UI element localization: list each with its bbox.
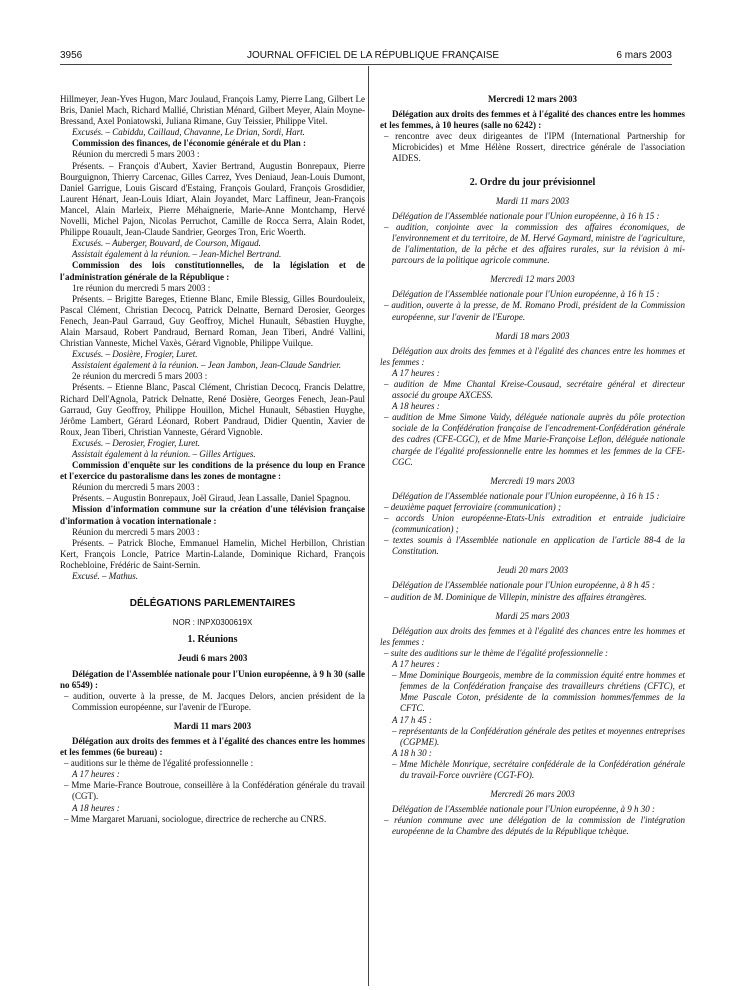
time-label: A 18 heures : bbox=[72, 802, 120, 813]
date-heading: Mardi 11 mars 2003 bbox=[173, 720, 252, 731]
agenda-item: – auditions sur le thème de l'égalité professionnelle : bbox=[64, 758, 254, 769]
meeting-line: Réunion du mercredi 5 mars 2003 : bbox=[72, 482, 200, 493]
page-number: 3956 bbox=[60, 50, 83, 61]
time-label: A 17 heures : bbox=[392, 367, 440, 378]
assistaient: Assistaient également à la réunion. – Jean Jambon, Jean-Claude Sandrier. bbox=[72, 360, 341, 371]
commission-heading: Commission des lois constitutionnelles, de la législation et de l'administration générale de la République : bbox=[60, 260, 365, 282]
delegation-line: Délégation de l'Assemblée nationale pour l'Union européenne, à 16 h 15 : bbox=[392, 490, 660, 501]
date-heading: Mercredi 26 mars 2003 bbox=[490, 789, 575, 800]
delegation-line: Délégation de l'Assemblée nationale pour l'Union européenne, à 8 h 45 : bbox=[392, 580, 655, 591]
header-rule bbox=[60, 64, 672, 65]
agenda-item: – deuxième paquet ferroviaire (communication) ; bbox=[384, 501, 562, 512]
presents: Présents. – Etienne Blanc, Pascal Clément, Christian Decocq, Francis Delattre, Richard Dell'Agnola, Patrick Delnatte, René Dosière, Georges Fenech, Jean-Paul Garraud, Guy Geoffroy, Philippe Houillon, Michel Hunault, Sébastien Huyghe, Jérôme Lambert, Gérard Léonard, Robert Pandraud, Didier Quentin, Xavier de Roux, Jean Tiberi, Christian Vanneste, Gérard Vignoble. bbox=[60, 382, 365, 437]
agenda-item: – Mme Michèle Monrique, secrétaire confédérale de la Confédération générale du travail-Force ouvrière (CGT-FO). bbox=[392, 758, 685, 780]
paragraph: Hillmeyer, Jean-Yves Hugon, Marc Joulaud, François Lamy, Pierre Lang, Gilbert Le Bris, Daniel Mach, Richard Mallié, Christian Ménard, Gilbert Meyer, Alain Moyne-Bressand, Axel Poniatowski, Juliana Rimane, Guy Teissier, Philippe Vitel. bbox=[60, 94, 365, 127]
meeting-line: Réunion du mercredi 5 mars 2003 : bbox=[72, 526, 200, 537]
delegation-line: Délégation de l'Assemblée nationale pour l'Union européenne, à 9 h 30 : bbox=[392, 804, 655, 815]
agenda-item: – audition, conjointe avec la commission des affaires économiques, de l'environnement et du territoire, de M. Hervé Gaymard, ministre de l'agriculture, de l'alimentation, de la pêche et des affaires rurales, sur la révision à mi-parcours de la politique agricole commune. bbox=[384, 221, 685, 266]
agenda-item: – audition de M. Dominique de Villepin, ministre des affaires étrangères. bbox=[384, 591, 647, 602]
agenda-item: – textes soumis à l'Assemblée nationale en application de l'article 88-4 de la Constitution. bbox=[384, 535, 685, 557]
agenda-item: – rencontre avec deux dirigeantes de l'IPM (International Partnership for Microbicides) et Mme Hélène Rossert, directrice générale de l'association AIDES. bbox=[384, 131, 685, 164]
presents: Présents. – Patrick Bloche, Emmanuel Hamelin, Michel Herbillon, Christian Kert, François Loncle, Patrice Martin-Lalande, Dominique Richard, François Rochebloine, Frédéric de Saint-Sernin. bbox=[60, 537, 365, 570]
excuses: Excusés. – Derosier, Frogier, Luret. bbox=[72, 437, 200, 448]
date-heading: Mardi 18 mars 2003 bbox=[495, 330, 570, 341]
date-heading: Mardi 11 mars 2003 bbox=[495, 195, 570, 206]
presents: Présents. – Brigitte Bareges, Etienne Blanc, Emile Blessig, Gilles Bourdouleix, Pascal Clément, Christian Decocq, Patrick Delnatte, Bernard Derosier, Georges Fenech, Jean-Paul Garraud, Guy Geoffroy, Michel Hunault, Sébastien Huyghe, Alain Marsaud, Robert Pandraud, Bernard Roman, Jean Tiberi, André Vallini, Christian Vanneste, Michel Vaxès, Gérard Vignoble, Philippe Vuilque. bbox=[60, 293, 365, 349]
meeting-line: Réunion du mercredi 5 mars 2003 : bbox=[72, 149, 200, 160]
date-heading: Jeudi 20 mars 2003 bbox=[496, 565, 569, 576]
assistait: Assistait également à la réunion. – Gilles Artigues. bbox=[72, 449, 256, 459]
journal-title: JOURNAL OFFICIEL DE LA RÉPUBLIQUE FRANÇAISE bbox=[247, 50, 500, 61]
agenda-item: – accords Union européenne-Etats-Unis extradition et entraide judiciaire (communication) ; bbox=[384, 513, 685, 535]
delegation-heading: Délégation de l'Assemblée nationale pour l'Union européenne, à 9 h 30 (salle no 6549) : bbox=[60, 668, 365, 690]
issue-date: 6 mars 2003 bbox=[616, 50, 672, 61]
date-heading: Jeudi 6 mars 2003 bbox=[177, 653, 248, 664]
agenda-item: – Mme Margaret Maruani, sociologue, directrice de recherche au CNRS. bbox=[64, 813, 327, 824]
delegation-heading: Délégation aux droits des femmes et à l'égalité des chances entre les hommes et les femmes (6e bureau) : bbox=[60, 735, 365, 758]
left-column bbox=[60, 94, 365, 825]
agenda-item: – audition de Mme Chantal Kreise-Cousaud, secrétaire général et directeur associé du groupe AXCESS. bbox=[384, 378, 685, 401]
agenda-item: – audition de Mme Simone Vaidy, déléguée nationale auprès du pôle protection sociale de la Confédération française de l'encadrement-Confédération générale des cadres (CFE-CGC), et de Mme Marie-Françoise Leflon, déléguée nationale chargée de l'égalité professionnelle entre les hommes et les femmes de la CFE-CGC. bbox=[384, 412, 685, 467]
agenda-item: – réunion commune avec une délégation de la commission de l'intégration européenne de la Chambre des députés de la République tchèque. bbox=[384, 815, 685, 837]
time-label: A 17 h 45 : bbox=[392, 714, 432, 725]
agenda-item: – audition, ouverte à la presse, de M. Jacques Delors, ancien président de la Commission européenne, sur l'avenir de l'Europe. bbox=[64, 690, 365, 712]
mission-heading: Mission d'information commune sur la création d'une télévision française d'information à vocation internationale : bbox=[60, 504, 365, 526]
time-label: A 18 h 30 : bbox=[392, 747, 432, 758]
commission-heading: Commission d'enquête sur les conditions de la présence du loup en France et l'exercice du pastoralisme dans les zones de montagne : bbox=[60, 460, 365, 482]
meeting-line: 1re réunion du mercredi 5 mars 2003 : bbox=[72, 282, 211, 293]
delegation-line: Délégation aux droits des femmes et à l'égalité des chances entre les hommes et les femmes : bbox=[380, 625, 685, 647]
time-label: A 17 heures : bbox=[72, 769, 120, 780]
agenda-item: – Mme Marie-France Boutroue, conseillère à la Confédération générale du travail (CGT). bbox=[64, 780, 365, 802]
assistait: Assistait également à la réunion. – Jean-Michel Bertrand. bbox=[72, 249, 282, 260]
excuse: Excusé. – Mathus. bbox=[72, 571, 138, 582]
presents: Présents. – François d'Aubert, Xavier Bertrand, Augustin Bonrepaux, Pierre Bourguignon, Thierry Carcenac, Gilles Carrez, Yves Deniaud, Jean-Louis Dumont, Daniel Garrigue, Louis Giscard d'Estaing, François Goulard, François Grosdidier, Laurent Hénart, Jean-Louis Idiart, Alain Joyandet, Marc Laffineur, Jean-François Mancel, Alain Marleix, Pierre Méhaignerie, Marie-Anne Montchamp, Hervé Novelli, Michel Pajon, Nicolas Perruchot, Camille de Rocca Serra, Alain Rodet, Philippe Rouault, Jean-Claude Sandrier, Georges Tron, Eric Woerth. bbox=[60, 160, 365, 238]
agenda-item: – représentants de la Confédération générale des petites et moyennes entreprises (CGPME). bbox=[392, 725, 685, 747]
agenda-item: – Mme Dominique Bourgeois, membre de la commission équité entre hommes et femmes de la Confédération française des travailleurs chrétiens (CFTC), et Mme Pascale Coton, présidente de la commission hommes/femmes de la CFTC. bbox=[392, 670, 685, 714]
date-heading: Mercredi 12 mars 2003 bbox=[488, 94, 577, 104]
page-header bbox=[0, 0, 748, 61]
excuses: Excusés. – Cabiddu, Caillaud, Chavanne, Le Drian, Sordi, Hart. bbox=[72, 127, 305, 138]
subsection-title: 2. Ordre du jour prévisionnel bbox=[469, 176, 596, 188]
time-label: A 17 heures : bbox=[392, 659, 440, 670]
excuses: Excusés. – Auberger, Bouvard, de Courson, Migaud. bbox=[72, 238, 261, 249]
date-heading: Mercredi 12 mars 2003 bbox=[490, 274, 575, 285]
excuses: Excusés. – Dosière, Frogier, Luret. bbox=[72, 349, 198, 360]
nor-reference: NOR : INPX0300619X bbox=[172, 618, 253, 628]
commission-heading: Commission des finances, de l'économie générale et du Plan : bbox=[72, 138, 306, 149]
agenda-item: – suite des auditions sur le thème de l'égalité professionnelle : bbox=[384, 647, 609, 658]
date-heading: Mercredi 19 mars 2003 bbox=[490, 475, 575, 486]
right-column bbox=[380, 94, 685, 837]
presents: Présents. – Augustin Bonrepaux, Joël Giraud, Jean Lassalle, Daniel Spagnou. bbox=[72, 493, 351, 504]
delegation-line: Délégation de l'Assemblée nationale pour l'Union européenne, à 16 h 15 : bbox=[392, 210, 660, 221]
delegation-line: Délégation aux droits des femmes et à l'égalité des chances entre les hommes et les femmes : bbox=[380, 345, 685, 367]
column-divider bbox=[368, 66, 369, 986]
meeting-line: 2e réunion du mercredi 5 mars 2003 : bbox=[72, 371, 208, 382]
subsection-title: 1. Réunions bbox=[187, 634, 238, 646]
date-heading: Mardi 25 mars 2003 bbox=[495, 610, 570, 621]
time-label: A 18 heures : bbox=[392, 401, 440, 412]
delegation-line: Délégation de l'Assemblée nationale pour l'Union européenne, à 16 h 15 : bbox=[392, 289, 660, 300]
delegation-heading: Délégation aux droits des femmes et à l'égalité des chances entre les hommes et les femmes, à 10 heures (salle no 6242) : bbox=[380, 109, 685, 131]
agenda-item: – audition, ouverte à la presse, de M. Romano Prodi, président de la Commission européenne, sur l'avenir de l'Europe. bbox=[384, 300, 685, 322]
section-title: DÉLÉGATIONS PARLEMENTAIRES bbox=[129, 598, 296, 610]
